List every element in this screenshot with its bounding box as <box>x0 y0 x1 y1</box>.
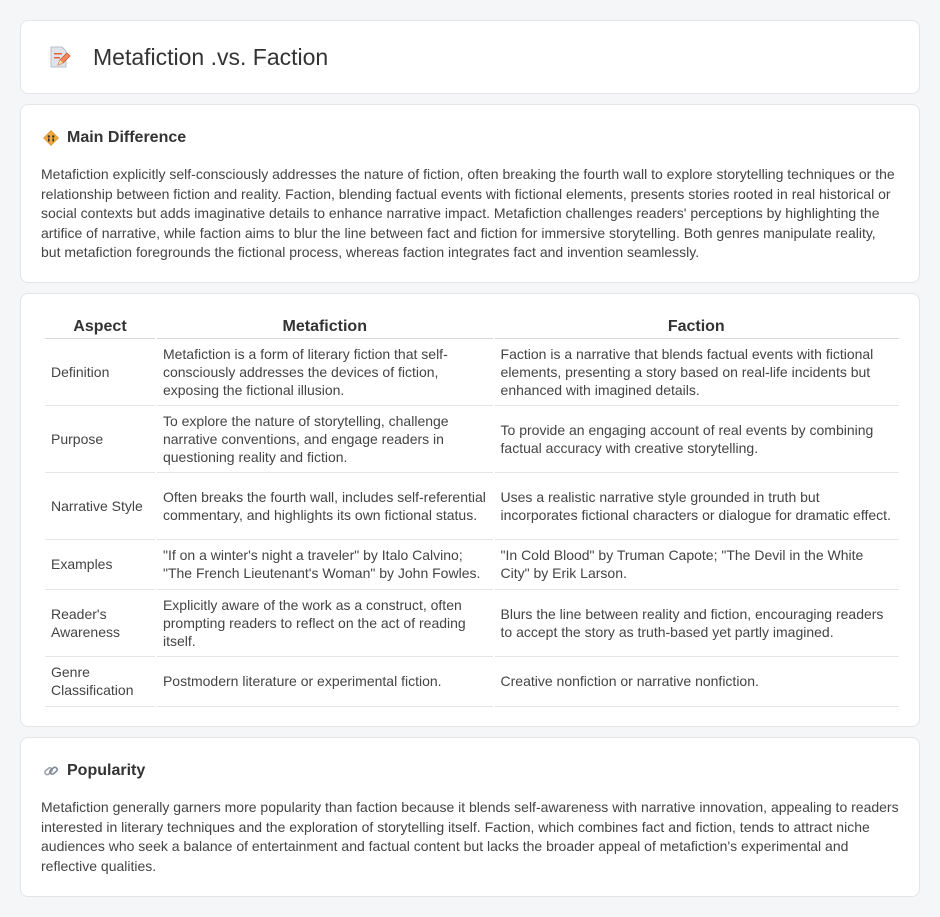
table-row <box>44 472 899 539</box>
header-metafiction: Metafiction <box>156 316 494 338</box>
popularity-text: Metafiction generally garners more popularity than faction because it blends self-awareness with narrative innovation, appealing to readers interested in literary techniques and the exploration of storytelling itself. Faction, which combines fact and fiction, tends to attract niche audiences who seek a balance of entertainment and factual content but lacks the broader appeal of metafiction's experimental and reflective qualities. <box>41 799 899 874</box>
popularity-heading: Popularity <box>67 762 146 779</box>
main-difference-card <box>20 104 920 283</box>
table-row <box>44 405 899 472</box>
aspect-cell: Definition <box>44 338 156 405</box>
header-aspect: Aspect <box>44 316 156 338</box>
table-row <box>44 656 899 706</box>
metafiction-cell: "If on a winter's night a traveler" by Italo Calvino; "The French Lieutenant's Woman" by John Fowles. <box>156 539 494 589</box>
metafiction-cell: Explicitly aware of the work as a construct, often prompting readers to reflect on the act of reading itself. <box>156 589 494 656</box>
header-faction: Faction <box>494 316 899 338</box>
table-row <box>44 338 899 405</box>
faction-cell: "In Cold Blood" by Truman Capote; "The Devil in the White City" by Erik Larson. <box>494 539 899 589</box>
table-header-row <box>44 316 899 338</box>
main-difference-text: Metafiction explicitly self-consciously addresses the nature of fiction, often breaking the fourth wall to explore storytelling techniques or the relationship between fiction and reality. Faction, blending factual events with fictional elements, presents stories rooted in real historical or social contexts but adds imaginative details to enhance narrative impact. Metafiction challenges readers' perceptions by highlighting the artifice of narrative, while faction aims to blur the line between fact and fiction for immersive storytelling. Both genres manipulate reality, but metafiction foregrounds the fictional process, whereas faction integrates fact and invention seamlessly. <box>41 166 895 261</box>
table-row <box>44 539 899 589</box>
metafiction-cell: To explore the nature of storytelling, challenge narrative conventions, and engage readers in questioning reality and fiction. <box>156 405 494 472</box>
title-card <box>20 20 920 94</box>
comparison-table <box>43 316 899 707</box>
faction-cell: To provide an engaging account of real events by combining factual accuracy with creative storytelling. <box>494 405 899 472</box>
metafiction-cell: Often breaks the fourth wall, includes self-referential commentary, and highlights its own fictional status. <box>156 472 494 539</box>
faction-cell: Faction is a narrative that blends factual events with fictional elements, presenting a story based on real-life incidents but enhanced with imagined details. <box>494 338 899 405</box>
page-title: Metafiction .vs. Faction <box>93 43 329 70</box>
aspect-cell: Narrative Style <box>44 472 156 539</box>
link-icon <box>43 763 59 779</box>
faction-cell: Blurs the line between reality and fiction, encouraging readers to accept the story as truth-based yet partly imagined. <box>494 589 899 656</box>
metafiction-cell: Postmodern literature or experimental fiction. <box>156 656 494 706</box>
comparison-card <box>20 293 920 727</box>
popularity-card <box>20 737 920 897</box>
main-difference-heading: Main Difference <box>67 129 187 146</box>
aspect-cell: Purpose <box>44 405 156 472</box>
aspect-cell: Genre Classification <box>44 656 156 706</box>
document-pencil-icon <box>47 45 71 69</box>
diamond-sign-icon <box>43 130 59 146</box>
aspect-cell: Reader's Awareness <box>44 589 156 656</box>
aspect-cell: Examples <box>44 539 156 589</box>
faction-cell: Uses a realistic narrative style grounded in truth but incorporates fictional characters or dialogue for dramatic effect. <box>494 472 899 539</box>
metafiction-cell: Metafiction is a form of literary fiction that self-consciously addresses the devices of fiction, exposing the fictional illusion. <box>156 338 494 405</box>
table-row <box>44 589 899 656</box>
faction-cell: Creative nonfiction or narrative nonfiction. <box>494 656 899 706</box>
